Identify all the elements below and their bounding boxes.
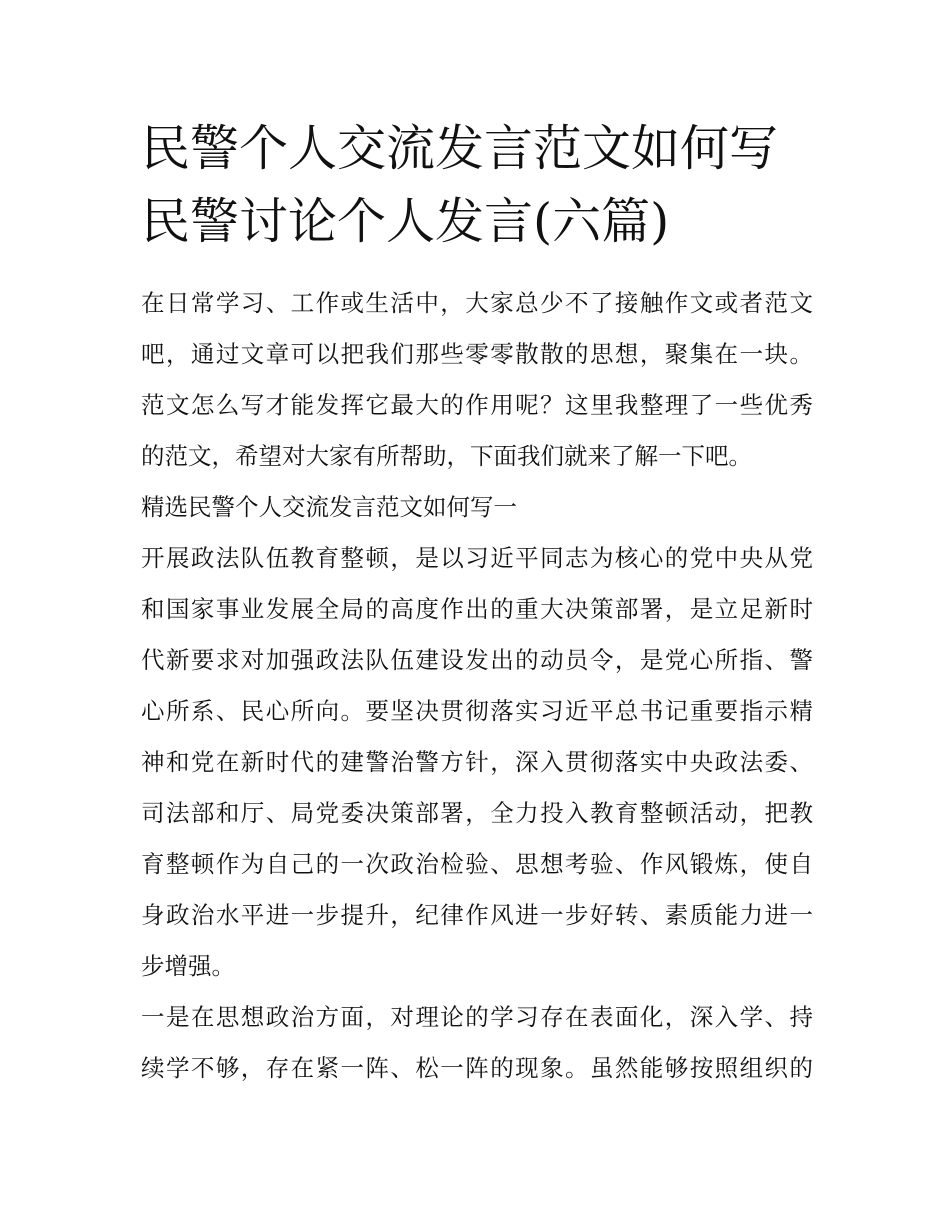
paragraph-1 <box>141 533 813 992</box>
intro-line: 在日常学习、工作或生活中，大家总少不了接触作文或者范文 <box>141 289 813 317</box>
intro-line: 范文怎么写才能发挥它最大的作用呢？这里我整理了一些优秀 <box>141 391 813 419</box>
paragraph-line: 神和党在新时代的建警治警方针，深入贯彻落实中央政法委、 <box>141 748 813 776</box>
paragraph-line: 身政治水平进一步提升，纪律作风进一步好转、素质能力进一 <box>141 901 813 929</box>
paragraph-line: 代新要求对加强政法队伍建设发出的动员令，是党心所指、警 <box>141 646 813 674</box>
paragraph-line: 续学不够，存在紧一阵、松一阵的现象。虽然能够按照组织的 <box>141 1054 813 1082</box>
document-title <box>141 112 821 258</box>
paragraph-2 <box>141 992 813 1094</box>
paragraph-line: 开展政法队伍教育整顿，是以习近平同志为核心的党中央从党 <box>141 544 813 572</box>
section-heading <box>141 482 813 533</box>
section-heading-text: 精选民警个人交流发言范文如何写一 <box>141 493 517 521</box>
paragraph-line: 心所系、民心所向。要坚决贯彻落实习近平总书记重要指示精 <box>141 697 813 725</box>
title-line-2: 民警讨论个人发言(六篇) <box>141 193 670 250</box>
intro-line: 吧，通过文章可以把我们那些零零散散的思想，聚集在一块。 <box>141 340 813 368</box>
intro-paragraph <box>141 278 813 482</box>
paragraph-line: 和国家事业发展全局的高度作出的重大决策部署，是立足新时 <box>141 595 813 623</box>
paragraph-line: 步增强。 <box>141 952 235 980</box>
document-body <box>141 278 813 1094</box>
intro-line: 的范文，希望对大家有所帮助，下面我们就来了解一下吧。 <box>141 442 752 470</box>
paragraph-line: 育整顿作为自己的一次政治检验、思想考验、作风锻炼，使自 <box>141 850 813 878</box>
paragraph-line: 司法部和厅、局党委决策部署，全力投入教育整顿活动，把教 <box>141 799 813 827</box>
paragraph-line: 一是在思想政治方面，对理论的学习存在表面化，深入学、持 <box>141 1003 813 1031</box>
title-line-1: 民警个人交流发言范文如何写 <box>141 120 779 177</box>
